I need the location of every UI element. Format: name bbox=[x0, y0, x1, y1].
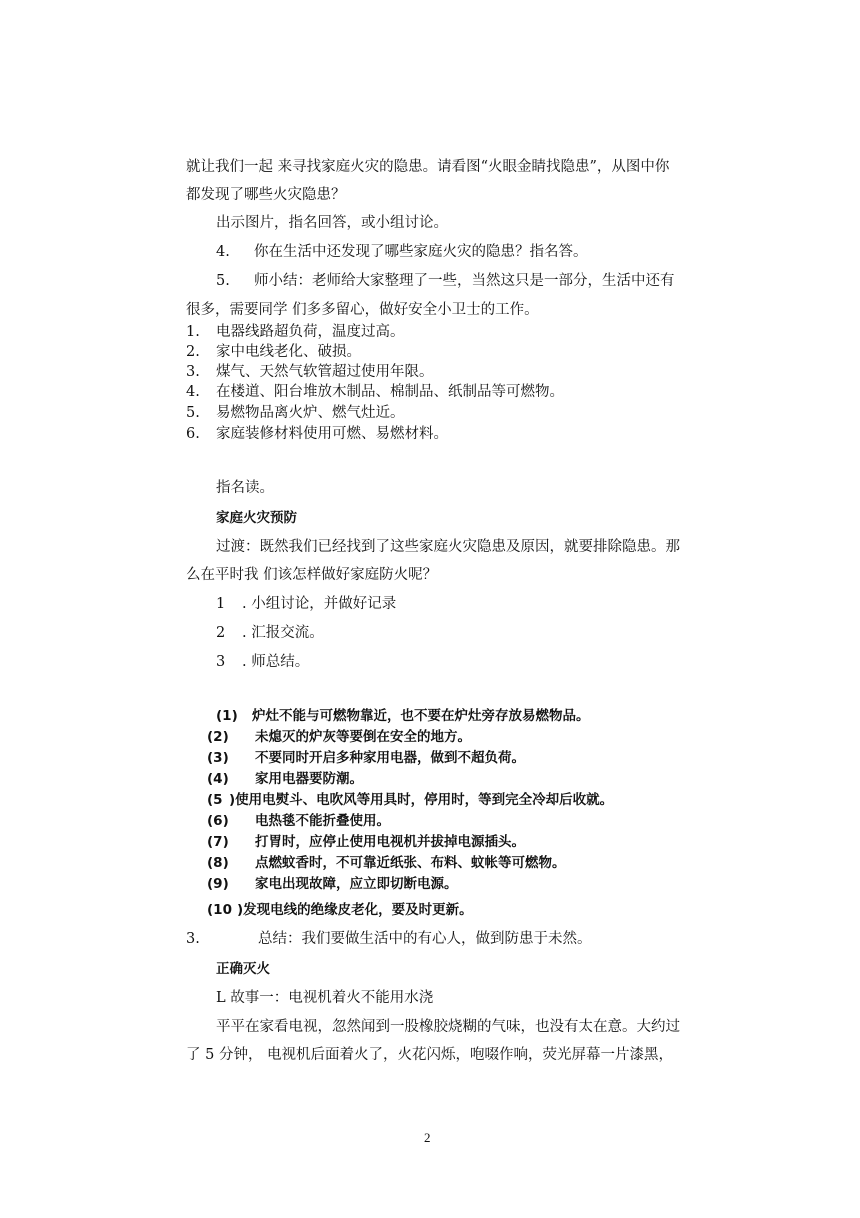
step-number: 5. bbox=[216, 273, 230, 289]
rule-item: (2) 未熄灭的炉灰等要倒在安全的地方。 bbox=[207, 729, 471, 745]
hazard-item: 1. 电器线路超负荷，温度过高。 bbox=[186, 324, 405, 340]
rule-item: (1) 炉灶不能与可燃物靠近，也不要在炉灶旁存放易燃物品。 bbox=[216, 708, 590, 724]
paragraph-line: 出示图片，指名回答，或小组讨论。 bbox=[216, 215, 448, 231]
hazard-item: 3. 煤气、天然气软管超过使用年限。 bbox=[186, 364, 434, 380]
step-text: 师小结：老师给大家整理了一些，当然这只是一部分，生活中还有 bbox=[254, 273, 675, 289]
paragraph-line: 么在平时我 们该怎样做好家庭防火呢？ bbox=[186, 567, 438, 583]
summary-item bbox=[186, 929, 592, 949]
paragraph-line: 都发现了哪些火灾隐患？ bbox=[186, 187, 346, 203]
paragraph-line: 很多，需要同学 们多多留心，做好安全小卫士的工作。 bbox=[186, 302, 539, 318]
page-number: 2 bbox=[424, 1130, 431, 1145]
paragraph-line: 指名读。 bbox=[216, 480, 274, 496]
rule-item: (7) 打胃时，应停止使用电视机并拔掉电源插头。 bbox=[207, 834, 525, 850]
hazard-item: 5. 易燃物品离火炉、燃气灶近。 bbox=[186, 405, 405, 421]
rule-item: (5 )使用电熨斗、电吹风等用具时，停用时，等到完全冷却后收就。 bbox=[207, 792, 614, 808]
step-item bbox=[216, 271, 675, 291]
summary-number: 3. bbox=[186, 931, 200, 947]
step-text: 你在生活中还发现了哪些家庭火灾的隐患？指名答。 bbox=[254, 244, 588, 260]
rule-item: (8) 点燃蚊香时，不可靠近纸张、布料、蚊帐等可燃物。 bbox=[207, 855, 566, 871]
section-heading: 家庭火灾预防 bbox=[216, 510, 297, 526]
step-item: 2 . 汇报交流。 bbox=[216, 625, 324, 641]
rule-item: (3) 不要同时开启多种家用电器，做到不超负荷。 bbox=[207, 750, 525, 766]
step-number: 4. bbox=[216, 244, 230, 260]
paragraph-line: 就让我们一起 来寻找家庭火灾的隐患。请看图“火眼金睛找隐患”，从图中你 bbox=[186, 159, 670, 175]
step-item: 3 . 师总结。 bbox=[216, 654, 310, 670]
step-item bbox=[216, 242, 588, 262]
step-item: 1 . 小组讨论，并做好记录 bbox=[216, 596, 397, 612]
hazard-item: 2. 家中电线老化、破损。 bbox=[186, 344, 361, 360]
rule-item: (10 )发现电线的绝缘皮老化，要及时更新。 bbox=[207, 902, 473, 918]
summary-text: 总结：我们要做生活中的有心人，做到防患于未然。 bbox=[258, 931, 592, 947]
paragraph-line: 了 5 分钟， 电视机后面着火了，火花闪烁，咆啜作响，荧光屏幕一片漆黑， bbox=[186, 1047, 674, 1063]
paragraph-line: 过渡：既然我们已经找到了这些家庭火灾隐患及原因，就要排除隐患。那 bbox=[216, 539, 680, 555]
rule-item: (4) 家用电器要防潮。 bbox=[207, 771, 363, 787]
hazard-item: 6. 家庭装修材料使用可燃、易燃材料。 bbox=[186, 426, 448, 442]
rule-item: (9) 家电出现故障，应立即切断电源。 bbox=[207, 876, 458, 892]
hazard-item: 4. 在楼道、阳台堆放木制品、棉制品、纸制品等可燃物。 bbox=[186, 384, 564, 400]
paragraph-line: 平平在家看电视，忽然闻到一股橡胶烧糊的气味，也没有太在意。大约过 bbox=[216, 1019, 680, 1035]
rule-item: (6) 电热毯不能折叠使用。 bbox=[207, 813, 390, 829]
section-heading: 正确灭火 bbox=[216, 961, 270, 977]
story-title: L 故事一：电视机着火不能用水浇 bbox=[216, 990, 434, 1006]
